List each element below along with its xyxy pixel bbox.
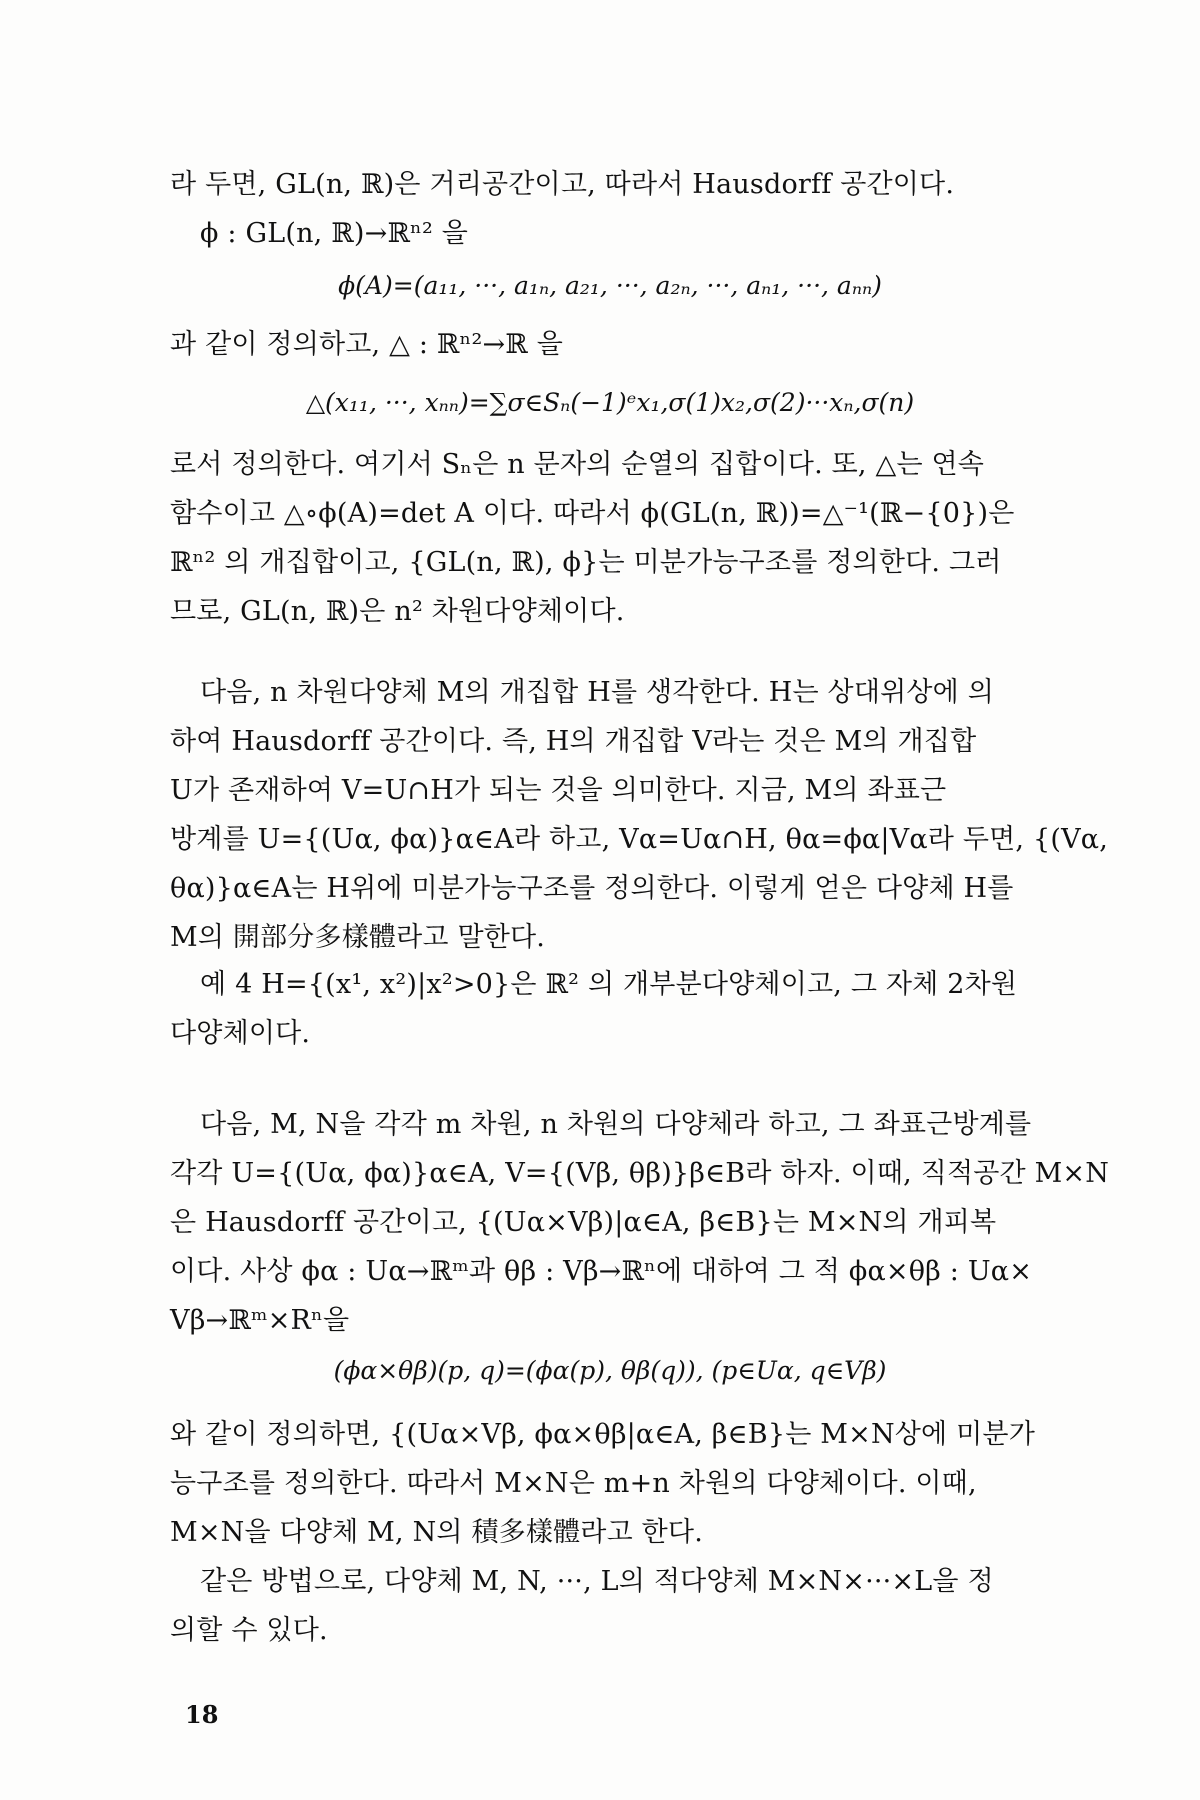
text-line: 이다. 사상 ϕα : Uα→ℝᵐ과 θβ : Vβ→ℝⁿ에 대하여 그 적 ϕα×θβ : Uα× (170, 1256, 1033, 1287)
text-line: 다음, M, N을 각각 m 차원, n 차원의 다양체라 하고, 그 좌표근방계를 (200, 1109, 1032, 1140)
text-line: 은 Hausdorff 공간이고, {(Uα×Vβ)|α∈A, β∈B}는 M×N의 개피복 (170, 1207, 997, 1238)
text-line: 라 두면, GL(n, ℝ)은 거리공간이고, 따라서 Hausdorff 공간이다. (170, 169, 955, 200)
paragraph-general-product (170, 1557, 1050, 1655)
paragraph-gl-manifold (170, 440, 1050, 636)
text-line: 다양체이다. (170, 1018, 311, 1049)
paragraph-open-submanifold (170, 668, 1109, 962)
formula: ϕ(A)=(a₁₁, ···, a₁ₙ, a₂₁, ···, a₂ₙ, ···, aₙ₁, ···, aₙₙ) (338, 271, 882, 300)
text-line: U가 존재하여 V=U∩H가 되는 것을 의미한다. 지금, M의 좌표근 (170, 775, 947, 806)
page-number: 18 (185, 1700, 219, 1729)
paragraph-product-manifold (170, 1100, 1110, 1345)
text-line: 같은 방법으로, 다양체 M, N, ···, L의 적다양체 M×N×···×L을 정 (200, 1566, 994, 1597)
text-line: ℝⁿ² 의 개집합이고, {GL(n, ℝ), ϕ}는 미분가능구조를 정의한다. 그러 (170, 547, 1002, 578)
example-4 (170, 960, 1050, 1058)
text-line: Vβ→ℝᵐ×Rⁿ을 (170, 1305, 350, 1336)
paragraph-product-structure (170, 1410, 1050, 1557)
text-line: ϕ : GL(n, ℝ)→ℝⁿ² 을 (200, 218, 469, 249)
text-line: 하여 Hausdorff 공간이다. 즉, H의 개집합 V라는 것은 M의 개집합 (170, 726, 977, 757)
text-line: 각각 U={(Uα, ϕα)}α∈A, V={(Vβ, θβ)}β∈B라 하자. 이때, 직적공간 M×N (170, 1158, 1110, 1189)
formula-product-chart (170, 1340, 1050, 1402)
paragraph-delta-intro (170, 320, 1050, 369)
text-line: 와 같이 정의하면, {(Uα×Vβ, ϕα×θβ|α∈A, β∈B}는 M×N상에 미분가 (170, 1419, 1035, 1450)
text-line: 므로, GL(n, ℝ)은 n² 차원다양체이다. (170, 596, 625, 627)
text-line: 방계를 U={(Uα, ϕα)}α∈A라 하고, Vα=Uα∩H, θα=ϕα|Vα라 두면, {(Vα, (170, 824, 1109, 855)
text-line: 능구조를 정의한다. 따라서 M×N은 m+n 차원의 다양체이다. 이때, (170, 1468, 977, 1499)
text-line: θα)}α∈A는 H위에 미분가능구조를 정의한다. 이렇게 얻은 다양체 H를 (170, 873, 1014, 904)
text-line: 다음, n 차원다양체 M의 개집합 H를 생각한다. H는 상대위상에 의 (200, 677, 995, 708)
formula: △(x₁₁, ···, xₙₙ)=∑σ∈Sₙ(−1)ᵉx₁,σ(1)x₂,σ(2)···xₙ,σ(n) (305, 388, 915, 417)
text-line: 로서 정의한다. 여기서 Sₙ은 n 문자의 순열의 집합이다. 또, △는 연속 (170, 449, 985, 480)
text-line: 예 4 H={(x¹, x²)|x²>0}은 ℝ² 의 개부분다양체이고, 그 자체 2차원 (200, 969, 1018, 1000)
text-line: 함수이고 △∘ϕ(A)=det A 이다. 따라서 ϕ(GL(n, ℝ))=△⁻¹(ℝ−{0})은 (170, 498, 1015, 529)
paragraph-gl-metric (170, 160, 1050, 258)
text-line: 의할 수 있다. (170, 1615, 328, 1646)
text-line: M의 開部分多樣體라고 말한다. (170, 922, 546, 953)
text-line: 과 같이 정의하고, △ : ℝⁿ²→ℝ 을 (170, 329, 563, 360)
formula-delta-definition (170, 372, 1050, 434)
formula-phi-definition (170, 255, 1050, 317)
formula: (ϕα×θβ)(p, q)=(ϕα(p), θβ(q)), (p∈Uα, q∈Vβ) (333, 1356, 887, 1385)
text-line: M×N을 다양체 M, N의 積多樣體라고 한다. (170, 1517, 703, 1548)
